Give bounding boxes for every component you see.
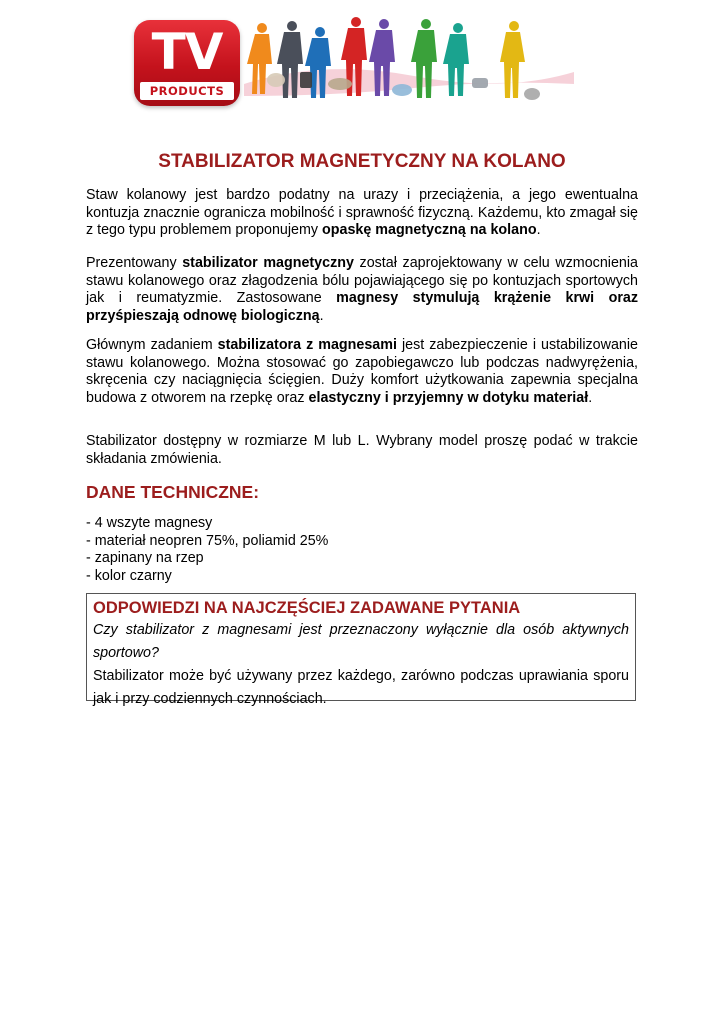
spec-item: - materiał neopren 75%, poliamid 25% bbox=[86, 532, 329, 549]
person-figure-yellow bbox=[500, 21, 525, 98]
description-text-3: . bbox=[319, 307, 324, 324]
logo-sub-text: PRODUCTS bbox=[140, 82, 234, 100]
people-illustration bbox=[244, 14, 574, 110]
spec-item: - zapinany na rzep bbox=[86, 550, 204, 566]
faq-box bbox=[86, 593, 636, 707]
purpose-bold-1: stabilizatora z magnesami bbox=[217, 337, 397, 353]
description-bold-1: stabilizator magnetyczny bbox=[182, 255, 354, 271]
specs-heading: DANE TECHNICZNE: bbox=[86, 482, 260, 502]
faq-answer: Stabilizator może być używany przez każdego, zarówno podczas uprawiania sporu jak i przy codziennych czynnościach. bbox=[93, 668, 629, 707]
intro-text-1: Staw kolanowy jest bardzo podatny na urazy i przeciążenia, a jego ewentualna kontuzja znacznie ogranicza mobilność i sprawność fizyczną. Każdemu, kto zmagał się z tego typu problemem proponujemy bbox=[86, 187, 638, 238]
description-bold-2: magnesy stymulują krążenie krwi oraz przyśpieszają odnowę biologiczną bbox=[86, 290, 638, 324]
intro-text-2: . bbox=[536, 222, 541, 238]
faq-question: Czy stabilizator z magnesami jest przeznaczony wyłącznie dla osób aktywnych sportowo? bbox=[93, 622, 629, 661]
purpose-bold-2: elastyczny i przyjemny w dotyku materiał bbox=[308, 389, 589, 406]
description-paragraph bbox=[86, 255, 638, 325]
purpose-text-1: Głównym zadaniem bbox=[86, 337, 218, 353]
spec-item: - 4 wszyte magnesy bbox=[86, 515, 213, 531]
description-text-2: został zaprojektowany w celu wzmocnienia stawu kolanowego oraz złagodzenia bólu pojawiającego się po kontuzjach sportowych jak i reumatyzmie. Zastosowane bbox=[86, 255, 638, 306]
purpose-text-3: . bbox=[588, 389, 593, 406]
logo-main-text: TV bbox=[151, 23, 223, 81]
intro-bold-1: opaskę magnetyczną na kolano bbox=[322, 222, 537, 238]
header-banner bbox=[134, 14, 574, 110]
faq-heading: ODPOWIEDZI NA NAJCZĘŚCIEJ ZADAWANE PYTANIA bbox=[93, 599, 521, 617]
specs-list bbox=[86, 515, 328, 585]
sizes-paragraph: Stabilizator dostępny w rozmiarze M lub L. Wybrany model proszę podać w trakcie składania zmówienia. bbox=[86, 433, 638, 467]
purpose-paragraph bbox=[86, 337, 638, 407]
purpose-text-2: jest zabezpieczenie i ustabilizowanie stawu kolanowego. Można stosować go zapobiegawczo lub podczas nadwyrężenia, skręcenia czy naciągnięcia ścięgien. Duży komfort użytkowania zapewnia specjalna budowa z otworem na rzepkę oraz bbox=[86, 337, 638, 406]
intro-paragraph bbox=[86, 187, 638, 240]
spec-item: - kolor czarny bbox=[86, 567, 172, 584]
description-text-1: Prezentowany bbox=[86, 255, 183, 271]
page-title: STABILIZATOR MAGNETYCZNY NA KOLANO bbox=[158, 151, 566, 172]
tv-products-logo bbox=[134, 20, 240, 106]
